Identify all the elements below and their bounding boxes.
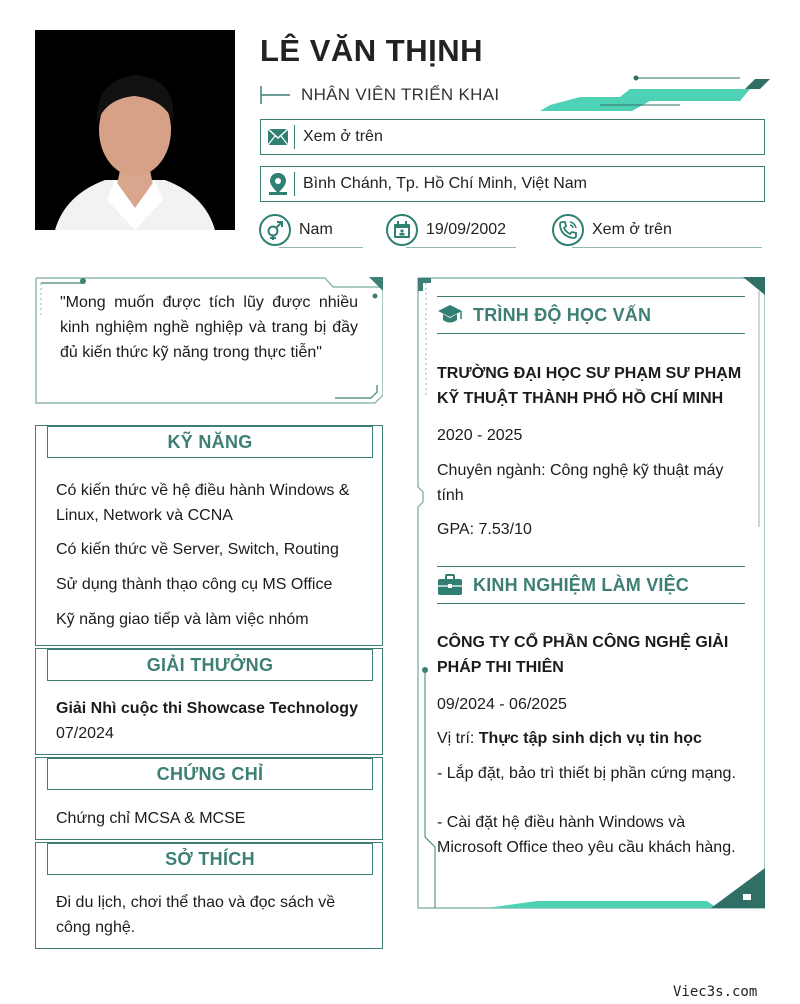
hobbies-section	[35, 842, 383, 949]
experience-duty: - Lắp đặt, bảo trì thiết bị phần cứng mạng.	[437, 765, 736, 782]
experience-header	[437, 566, 745, 604]
address-value: Bình Chánh, Tp. Hồ Chí Minh, Việt Nam	[303, 175, 587, 192]
education-major: Chuyên ngành: Công nghệ kỹ thuật máy tính	[437, 462, 724, 504]
education-gpa: GPA: 7.53/10	[437, 521, 532, 538]
graduation-cap-icon	[437, 304, 463, 326]
phone-underline	[572, 247, 762, 248]
position-value: Thực tập sinh dịch vụ tin học	[478, 730, 702, 747]
location-pin-icon	[261, 172, 295, 196]
hobbies-title: SỞ THÍCH	[47, 843, 373, 875]
certificate-item: Chứng chỉ MCSA & MCSE	[56, 810, 246, 827]
phone-item	[552, 210, 672, 250]
candidate-name: LÊ VĂN THỊNH	[260, 33, 483, 68]
phone-icon	[552, 214, 584, 246]
email-value: Xem ở trên	[303, 128, 383, 145]
address-row	[260, 166, 765, 202]
title-line-decoration	[260, 85, 290, 105]
skills-section	[35, 425, 383, 646]
education-title: TRÌNH ĐỘ HỌC VẤN	[473, 304, 652, 325]
awards-section	[35, 648, 383, 755]
hobbies-text: Đi du lịch, chơi thể thao và đọc sách về công nghệ.	[56, 894, 336, 936]
footer-watermark: Viec3s.com	[673, 984, 758, 1000]
award-name: Giải Nhì cuộc thi Showcase Technology	[56, 700, 358, 717]
birthday-value: 19/09/2002	[426, 221, 507, 238]
briefcase-icon	[437, 574, 463, 596]
experience-position	[437, 726, 749, 751]
award-date: 07/2024	[56, 725, 114, 742]
birthday-underline	[406, 247, 516, 248]
certificates-title: CHỨNG CHỈ	[47, 758, 373, 790]
phone-value: Xem ở trên	[592, 221, 672, 238]
education-header	[437, 296, 745, 334]
gender-underline	[279, 247, 363, 248]
circuit-decoration	[540, 75, 770, 115]
email-row	[260, 119, 765, 155]
objective-text: "Mong muốn được tích lũy được nhiều kinh nghiệm nghề nghiệp và trang bị đầy đủ kiến thức kỹ năng trong thực tiễn"	[60, 294, 358, 361]
skill-item: Kỹ năng giao tiếp và làm việc nhóm	[56, 611, 309, 628]
skills-title: KỸ NĂNG	[47, 426, 373, 458]
experience-company: CÔNG TY CỔ PHẦN CÔNG NGHỆ GIẢI PHÁP THI THIÊN	[437, 634, 729, 676]
profile-photo	[35, 30, 235, 230]
education-period: 2020 - 2025	[437, 427, 523, 444]
birthday-item	[386, 210, 506, 250]
gender-item	[259, 210, 333, 250]
skill-item: Sử dụng thành thạo công cụ MS Office	[56, 576, 333, 593]
gender-icon	[259, 214, 291, 246]
experience-period: 09/2024 - 06/2025	[437, 696, 567, 713]
certificates-section	[35, 757, 383, 840]
job-title: NHÂN VIÊN TRIỂN KHAI	[301, 85, 500, 104]
experience-duty: - Cài đặt hệ điều hành Windows và Microsoft Office theo yêu cầu khách hàng.	[437, 814, 736, 856]
calendar-icon	[386, 214, 418, 246]
position-label: Vị trí:	[437, 730, 479, 747]
skill-item: Có kiến thức về hệ điều hành Windows & Linux, Network và CCNA	[56, 482, 350, 524]
awards-title: GIẢI THƯỞNG	[47, 649, 373, 681]
experience-title: KINH NGHIỆM LÀM VIỆC	[473, 574, 690, 595]
email-icon	[261, 125, 295, 149]
education-school: TRƯỜNG ĐẠI HỌC SƯ PHẠM SƯ PHẠM KỸ THUẬT THÀNH PHỐ HỒ CHÍ MINH	[437, 365, 742, 407]
skill-item: Có kiến thức về Server, Switch, Routing	[56, 541, 339, 558]
gender-value: Nam	[299, 221, 333, 238]
